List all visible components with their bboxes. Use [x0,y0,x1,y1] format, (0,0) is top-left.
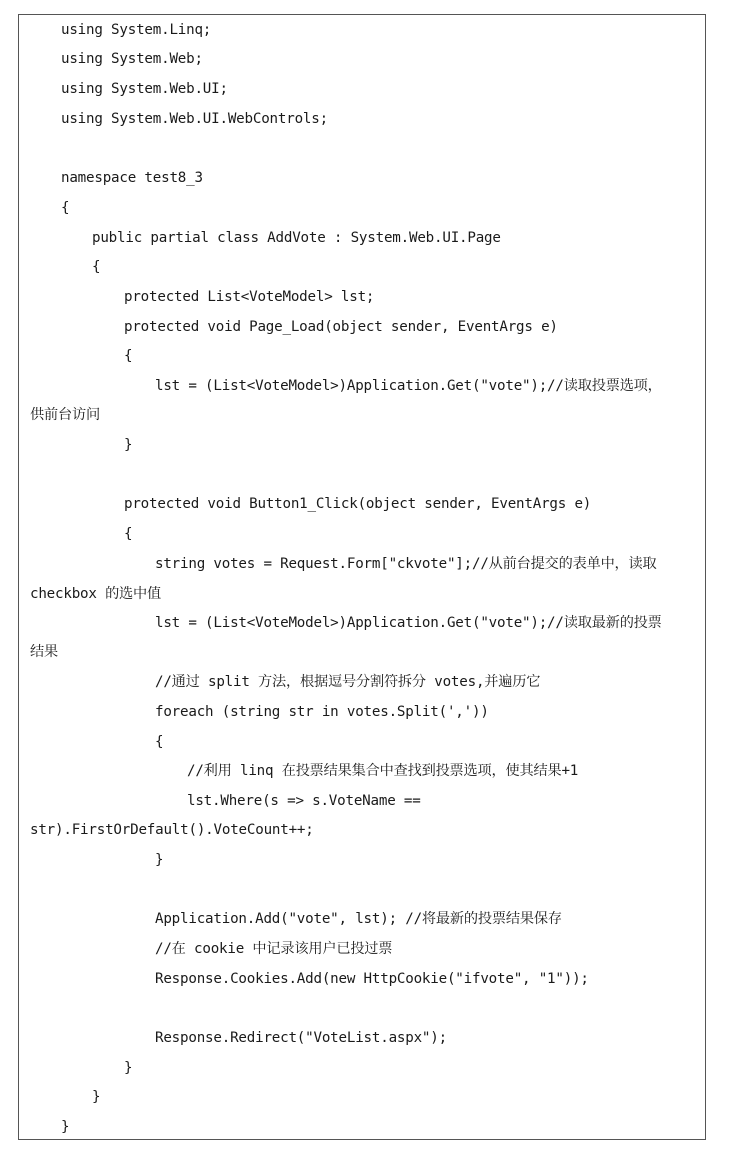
code-line: string votes = Request.Form["ckvote"];//从前台提交的表单中，读取 [155,556,657,572]
code-line: using System.Web; [61,51,203,67]
code-line: using System.Web.UI; [61,81,228,97]
code-line: Application.Add("vote", lst); //将最新的投票结果保存 [155,911,562,927]
code-line: str).FirstOrDefault().VoteCount++; [30,822,314,838]
code-line: lst = (List<VoteModel>)Application.Get("vote");//读取投票选项， [155,378,662,394]
code-line: } [124,437,133,453]
code-line: protected List<VoteModel> lst; [124,289,375,305]
code-line: //通过 split 方法，根据逗号分割符拆分 votes,并遍历它 [155,674,541,690]
code-line: { [124,348,133,364]
code-line: protected void Page_Load(object sender, EventArgs e) [124,319,558,335]
code-line: Response.Cookies.Add(new HttpCookie("ifvote", "1")); [155,971,589,987]
code-line: 结果 [30,644,58,660]
code-line: } [92,1089,101,1105]
code-line: namespace test8_3 [61,170,203,186]
code-line: Response.Redirect("VoteList.aspx"); [155,1030,447,1046]
code-line: { [124,526,133,542]
code-line: using System.Web.UI.WebControls; [61,111,328,127]
code-line: lst.Where(s => s.VoteName == [187,793,421,809]
code-line: { [155,734,164,750]
code-line: public partial class AddVote : System.Web.UI.Page [92,230,501,246]
code-line: //利用 linq 在投票结果集合中查找到投票选项，使其结果+1 [187,763,579,779]
code-line: } [61,1119,70,1135]
code-line: using System.Linq; [61,22,212,38]
code-line: foreach (string str in votes.Split(',')) [155,704,489,720]
code-line: 供前台访问 [30,407,100,423]
code-line: checkbox 的选中值 [30,586,162,602]
code-line: } [124,1060,133,1076]
code-line: //在 cookie 中记录该用户已投过票 [155,941,393,957]
code-line: { [92,259,101,275]
code-line: lst = (List<VoteModel>)Application.Get("vote");//读取最新的投票 [155,615,662,631]
code-line: protected void Button1_Click(object sender, EventArgs e) [124,496,592,512]
code-line: } [155,852,164,868]
code-line: { [61,200,70,216]
